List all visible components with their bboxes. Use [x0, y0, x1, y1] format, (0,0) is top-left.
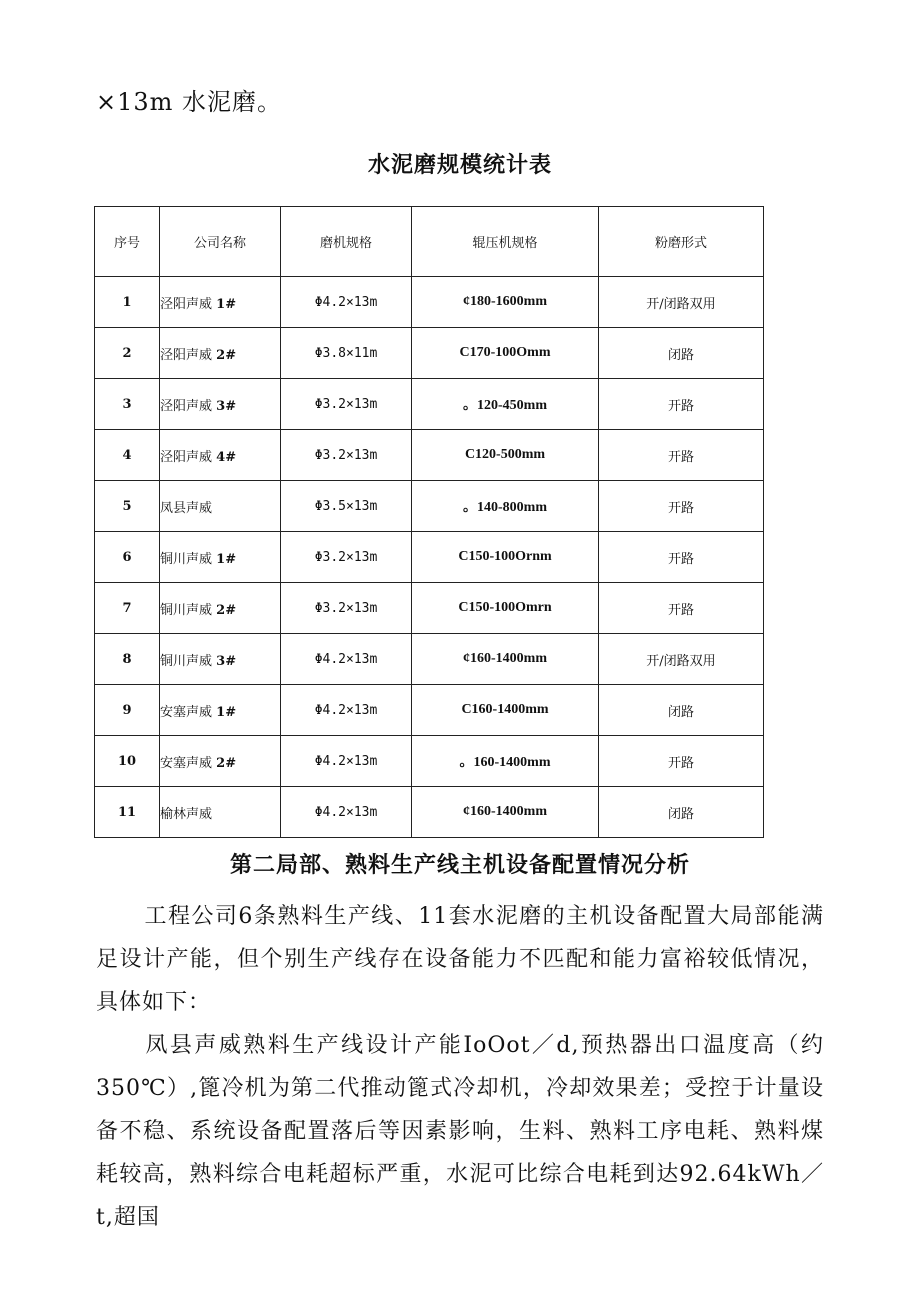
cell-roller-spec: 。140-800mm: [412, 481, 599, 532]
cell-roller-spec: ¢180-1600mm: [412, 277, 599, 328]
table-row: [95, 532, 764, 583]
cell-grinding-mode: 开路: [599, 430, 764, 481]
cell-roller-spec: 。120-450mm: [412, 379, 599, 430]
cell-roller-spec: C160-1400mm: [412, 685, 599, 736]
cell-no: 8: [95, 634, 160, 685]
table-row: [95, 634, 764, 685]
header-grinding-mode: 粉磨形式: [599, 207, 764, 277]
cell-no: 4: [95, 430, 160, 481]
cell-company: [160, 634, 281, 685]
cell-roller-spec: ¢160-1400mm: [412, 634, 599, 685]
company-name: 泾阳声威: [160, 449, 213, 465]
company-name: 凤县声威: [160, 500, 213, 516]
company-name: 铜川声威: [160, 602, 213, 618]
section-heading: 第二局部、熟料生产线主机设备配置情况分析: [229, 852, 690, 878]
intro-fragment: ×13m 水泥磨。: [96, 88, 283, 116]
company-unit: 2#: [216, 602, 237, 618]
table-row: [95, 481, 764, 532]
header-company: 公司名称: [160, 207, 281, 277]
company-unit: 2#: [216, 347, 237, 363]
cell-roller-spec: C150-100Ornm: [412, 532, 599, 583]
cell-no: 3: [95, 379, 160, 430]
cell-mill-spec: Φ3.5×13m: [281, 481, 412, 532]
cell-no: 7: [95, 583, 160, 634]
company-unit: 2#: [216, 755, 237, 771]
company-name: 铜川声威: [160, 653, 213, 669]
table-header-row: [95, 207, 764, 277]
cell-company: [160, 430, 281, 481]
table-row: [95, 328, 764, 379]
cell-mill-spec: Φ3.2×13m: [281, 532, 412, 583]
cell-no: 10: [95, 736, 160, 787]
cell-no: 9: [95, 685, 160, 736]
paragraph-fengxian-text: 凤县声威熟料生产线设计产能IoOot／d,预热器出口温度高（约350℃）,篦冷机为第二代推动篦式冷却机，冷却效果差；受控于计量设备不稳、系统设备配置落后等因素影响，生料、熟料工序电耗、熟料煤耗较高，熟料综合电耗超标严重，水泥可比综合电耗到达92.64kWh／t,超国: [96, 1033, 824, 1230]
cell-mill-spec: Φ4.2×13m: [281, 787, 412, 838]
table-row: [95, 583, 764, 634]
cell-roller-spec: C170-100Omm: [412, 328, 599, 379]
table-row: [95, 787, 764, 838]
cell-roller-spec: C150-100Omrn: [412, 583, 599, 634]
company-unit: 4#: [216, 449, 237, 465]
cell-company: [160, 736, 281, 787]
company-name: 安塞声威: [160, 755, 213, 771]
company-unit: 3#: [216, 398, 237, 414]
cell-roller-spec: C120-500mm: [412, 430, 599, 481]
cell-mill-spec: Φ4.2×13m: [281, 634, 412, 685]
cell-grinding-mode: 开/闭路双用: [599, 634, 764, 685]
cell-mill-spec: Φ3.8×11m: [281, 328, 412, 379]
cell-grinding-mode: 开/闭路双用: [599, 277, 764, 328]
table-row: [95, 736, 764, 787]
company-name: 铜川声威: [160, 551, 213, 567]
header-mill-spec: 磨机规格: [281, 207, 412, 277]
cell-company: [160, 532, 281, 583]
paragraph-overview: [96, 895, 824, 1024]
table-row: [95, 277, 764, 328]
paragraph-fengxian: [96, 1024, 824, 1239]
company-unit: 1#: [216, 704, 237, 720]
cell-mill-spec: Φ3.2×13m: [281, 430, 412, 481]
cell-mill-spec: Φ4.2×13m: [281, 736, 412, 787]
company-unit: 1#: [216, 296, 237, 312]
cell-company: [160, 379, 281, 430]
cell-roller-spec: 。160-1400mm: [412, 736, 599, 787]
cell-grinding-mode: 开路: [599, 583, 764, 634]
cell-roller-spec: ¢160-1400mm: [412, 787, 599, 838]
cell-grinding-mode: 闭路: [599, 685, 764, 736]
table-title: 水泥磨规模统计表: [367, 152, 552, 178]
cell-company: [160, 685, 281, 736]
cell-company: [160, 787, 281, 838]
cement-mill-table: [94, 206, 764, 838]
table-row: [95, 430, 764, 481]
company-name: 泾阳声威: [160, 347, 213, 363]
cell-company: [160, 481, 281, 532]
paragraph-overview-text: 工程公司6条熟料生产线、11套水泥磨的主机设备配置大局部能满足设计产能，但个别生产线存在设备能力不匹配和能力富裕较低情况，具体如下：: [96, 904, 824, 1015]
cell-no: 5: [95, 481, 160, 532]
cell-grinding-mode: 开路: [599, 481, 764, 532]
header-roller-spec: 辊压机规格: [412, 207, 599, 277]
table-row: [95, 379, 764, 430]
cell-mill-spec: Φ3.2×13m: [281, 379, 412, 430]
cell-grinding-mode: 闭路: [599, 328, 764, 379]
cell-grinding-mode: 闭路: [599, 787, 764, 838]
table-row: [95, 685, 764, 736]
cell-mill-spec: Φ4.2×13m: [281, 685, 412, 736]
company-unit: 3#: [216, 653, 237, 669]
cell-company: [160, 277, 281, 328]
company-unit: 1#: [216, 551, 237, 567]
cell-no: 1: [95, 277, 160, 328]
cell-no: 11: [95, 787, 160, 838]
company-name: 泾阳声威: [160, 398, 213, 414]
cell-grinding-mode: 开路: [599, 532, 764, 583]
cell-mill-spec: Φ3.2×13m: [281, 583, 412, 634]
cell-no: 6: [95, 532, 160, 583]
cell-mill-spec: Φ4.2×13m: [281, 277, 412, 328]
header-no: 序号: [95, 207, 160, 277]
company-name: 泾阳声威: [160, 296, 213, 312]
cell-no: 2: [95, 328, 160, 379]
cell-company: [160, 328, 281, 379]
cell-grinding-mode: 开路: [599, 379, 764, 430]
company-name: 榆林声威: [160, 806, 213, 822]
cell-grinding-mode: 开路: [599, 736, 764, 787]
cell-company: [160, 583, 281, 634]
company-name: 安塞声威: [160, 704, 213, 720]
